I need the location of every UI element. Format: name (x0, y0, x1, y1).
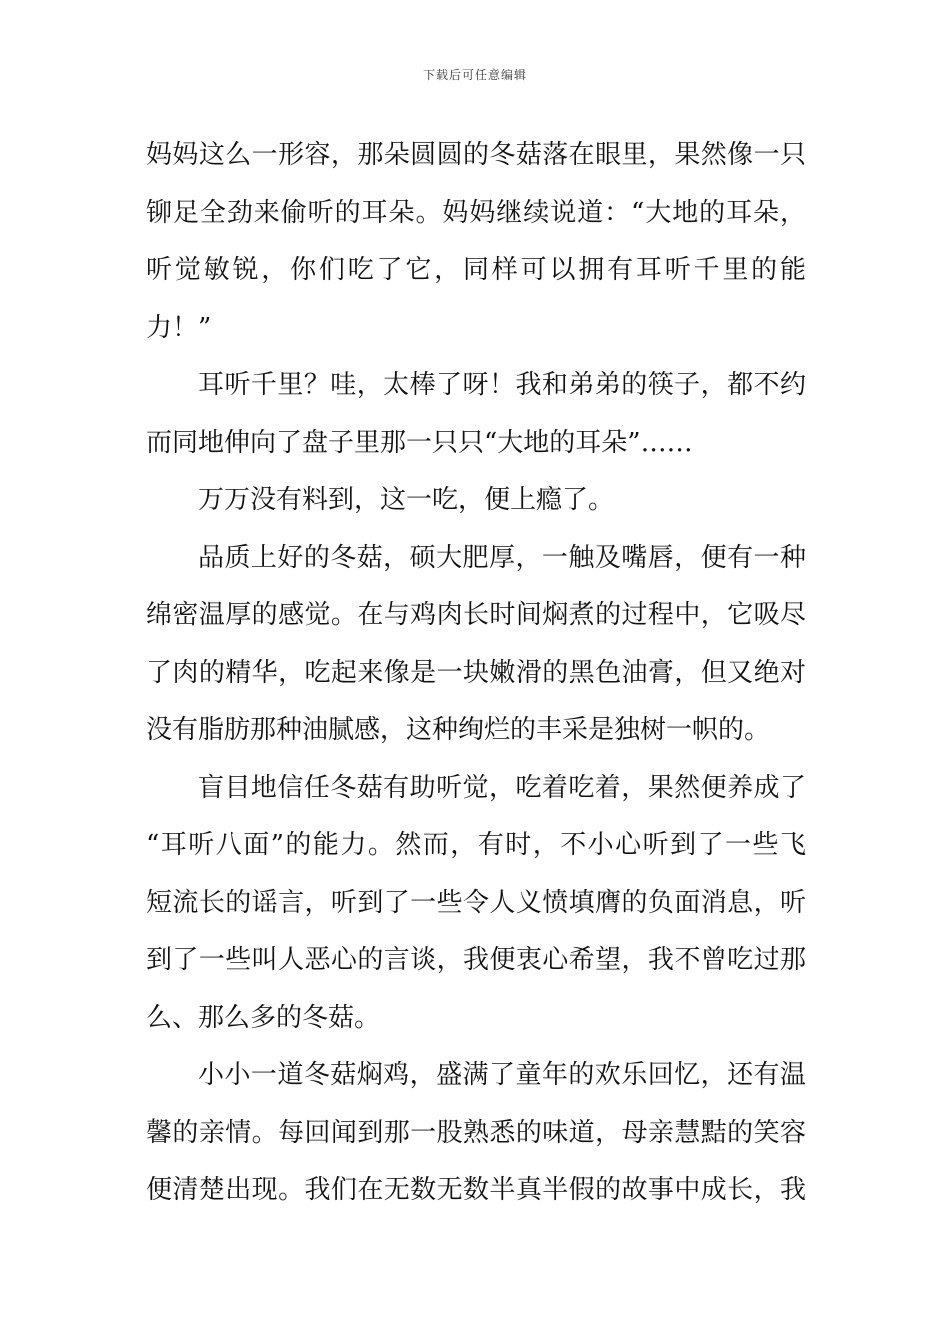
text-line: 品质上好的冬菇，硕大肥厚，一触及嘴唇，便有一种 (198, 542, 806, 573)
text-line: 么、那么多的冬菇。 (146, 1002, 381, 1033)
text-line: 铆足全劲来偷听的耳朵。妈妈继续说道：“大地的耳朵， (146, 197, 806, 228)
text-line: 馨的亲情。每回闻到那一股熟悉的味道，母亲慧黠的笑容 (146, 1117, 806, 1148)
text-line: 没有脂肪那种油腻感，这种绚烂的丰采是独树一帜的。 (146, 715, 771, 745)
page-header: 下载后可任意编辑 (422, 68, 527, 82)
text-line: 到了一些叫人恶心的言谈，我便衷心希望，我不曾吃过那 (146, 945, 806, 975)
text-line: 短流长的谣言，听到了一些令人义愤填膺的负面消息，听 (146, 887, 806, 918)
text-line: 了肉的精华，吃起来像是一块嫩滑的黑色油膏，但又绝对 (146, 657, 806, 688)
text-line: 便清楚出现。我们在无数无数半真半假的故事中成长，我 (146, 1175, 806, 1205)
text-line: 听觉敏锐，你们吃了它，同样可以拥有耳听千里的能 (146, 255, 806, 285)
text-line: 力！” (146, 312, 212, 343)
text-line: 绵密温厚的感觉。在与鸡肉长时间焖煮的过程中，它吸尽 (146, 600, 806, 630)
text-line: “耳听八面”的能力。然而，有时，不小心听到了一些飞 (146, 830, 806, 860)
document-body (146, 127, 806, 1220)
text-line: 而同地伸向了盘子里那一只只“大地的耳朵”…… (146, 427, 693, 458)
text-line: 小小一道冬菇焖鸡，盛满了童年的欢乐回忆，还有温 (198, 1060, 806, 1090)
text-line: 盲目地信任冬菇有助听觉，吃着吃着，果然便养成了 (198, 772, 806, 803)
text-line: 耳听千里？哇，太棒了呀！我和弟弟的筷子，都不约 (198, 370, 806, 400)
text-line: 妈妈这么一形容，那朵圆圆的冬菇落在眼里，果然像一只 (146, 140, 806, 170)
text-line: 万万没有料到，这一吃，便上瘾了。 (198, 485, 615, 515)
